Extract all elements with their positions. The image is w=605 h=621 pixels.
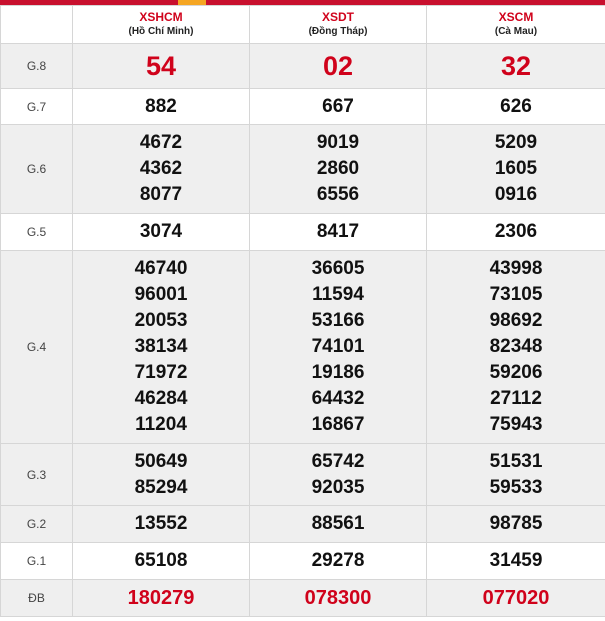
- prize-number: 65108: [134, 550, 188, 571]
- prize-label: G.2: [1, 506, 73, 543]
- prize-number: 59206: [489, 362, 543, 383]
- prize-label: G.5: [1, 214, 73, 251]
- prize-number: 82348: [489, 336, 543, 357]
- prize-number: 180279: [127, 587, 195, 609]
- province-name: (Cà Mau): [494, 26, 538, 37]
- prize-number: 43998: [489, 258, 543, 279]
- province-code[interactable]: XSHCM: [139, 10, 183, 24]
- province-name: (Đồng Tháp): [308, 26, 368, 37]
- prize-number: 077020: [482, 587, 550, 609]
- prize-number: 71972: [134, 362, 188, 383]
- prize-number: 46284: [134, 388, 188, 409]
- prize-row: [1, 44, 605, 89]
- prize-number: 626: [500, 95, 532, 117]
- prize-number: 59533: [489, 476, 543, 498]
- prize-number: 11594: [312, 284, 364, 305]
- prize-label: G.6: [1, 125, 73, 214]
- province-header-dt: [250, 6, 427, 44]
- prize-cell: [427, 251, 605, 444]
- prize-number: 31459: [489, 550, 543, 571]
- prize-number: 85294: [134, 476, 188, 498]
- prize-number: 92035: [311, 476, 365, 498]
- prize-cell: [73, 214, 250, 251]
- prize-cell: [73, 543, 250, 580]
- prize-number: 078300: [304, 587, 372, 609]
- prize-number: 9019: [316, 132, 360, 153]
- prize-number: 2860: [316, 158, 360, 179]
- prize-number: 667: [322, 95, 354, 117]
- prize-number: 46740: [134, 258, 188, 279]
- prize-row: [1, 506, 605, 543]
- prize-cell: [427, 580, 605, 617]
- prize-cell: [250, 506, 427, 543]
- prize-cell: [73, 506, 250, 543]
- prize-number: 27112: [490, 388, 542, 409]
- prize-number: 13552: [134, 513, 188, 534]
- header-corner: [1, 6, 73, 44]
- province-code[interactable]: XSDT: [321, 10, 354, 24]
- prize-number: 50649: [134, 450, 188, 472]
- prize-cell: [250, 125, 427, 214]
- prize-number: 74101: [311, 336, 365, 357]
- prize-cell: [250, 214, 427, 251]
- province-name: (Hồ Chí Minh): [128, 26, 194, 37]
- prize-number: 73105: [489, 284, 543, 305]
- prize-number: 6556: [316, 184, 360, 205]
- prize-cell: [250, 251, 427, 444]
- prize-cell: [427, 89, 605, 125]
- prize-cell: [250, 44, 427, 89]
- prize-cell: [73, 580, 250, 617]
- prize-number: 36605: [311, 258, 365, 279]
- prize-number: 65742: [311, 450, 365, 472]
- prize-cell: [427, 543, 605, 580]
- prize-cell: [427, 44, 605, 89]
- prize-cell: [73, 44, 250, 89]
- prize-number: 8077: [139, 184, 183, 205]
- prize-row: [1, 543, 605, 580]
- prize-number: 4672: [139, 132, 183, 153]
- prize-number: 1605: [494, 158, 538, 179]
- prize-row: [1, 580, 605, 617]
- prize-number: 51531: [489, 450, 543, 472]
- prize-row: [1, 125, 605, 214]
- prize-row: [1, 444, 605, 506]
- prize-label: G.4: [1, 251, 73, 444]
- prize-number: 3074: [139, 221, 183, 242]
- prize-number: 20053: [134, 310, 188, 331]
- prize-number: 32: [500, 51, 532, 81]
- prize-number: 38134: [134, 336, 188, 357]
- prize-cell: [427, 214, 605, 251]
- prize-number: 88561: [311, 513, 365, 534]
- prize-label: G.1: [1, 543, 73, 580]
- prize-number: 5209: [494, 132, 538, 153]
- prize-number: 96001: [134, 284, 188, 305]
- prize-cell: [73, 444, 250, 506]
- prize-number: 882: [145, 95, 177, 117]
- prize-cell: [73, 251, 250, 444]
- prize-label: G.8: [1, 44, 73, 89]
- prize-number: 11204: [135, 414, 187, 435]
- prize-label: G.7: [1, 89, 73, 125]
- province-header-cm: [427, 6, 605, 44]
- prize-row: [1, 251, 605, 444]
- prize-number: 19186: [311, 362, 365, 383]
- prize-cell: [73, 89, 250, 125]
- prize-number: 98692: [489, 310, 543, 331]
- prize-cell: [250, 543, 427, 580]
- prize-number: 2306: [494, 221, 538, 242]
- prize-number: 64432: [311, 388, 365, 409]
- prize-number: 54: [145, 51, 177, 81]
- prize-cell: [427, 125, 605, 214]
- prize-row: [1, 214, 605, 251]
- prize-cell: [250, 89, 427, 125]
- prize-number: 53166: [311, 310, 365, 331]
- prize-number: 8417: [316, 221, 360, 242]
- prize-cell: [427, 506, 605, 543]
- prize-cell: [250, 580, 427, 617]
- prize-number: 0916: [494, 184, 538, 205]
- prize-cell: [73, 125, 250, 214]
- province-code[interactable]: XSCM: [498, 10, 534, 24]
- prize-row: [1, 89, 605, 125]
- prize-cell: [250, 444, 427, 506]
- prize-number: 75943: [489, 414, 543, 435]
- prize-number: 29278: [311, 550, 365, 571]
- results-table: [0, 5, 605, 617]
- prize-number: 16867: [311, 414, 365, 435]
- prize-label: G.3: [1, 444, 73, 506]
- province-header-hcm: [73, 6, 250, 44]
- prize-number: 98785: [489, 513, 543, 534]
- header-row: [1, 6, 605, 44]
- prize-label: ĐB: [1, 580, 73, 617]
- prize-body: [1, 44, 605, 617]
- prize-number: 02: [322, 51, 354, 81]
- prize-number: 4362: [139, 158, 183, 179]
- prize-cell: [427, 444, 605, 506]
